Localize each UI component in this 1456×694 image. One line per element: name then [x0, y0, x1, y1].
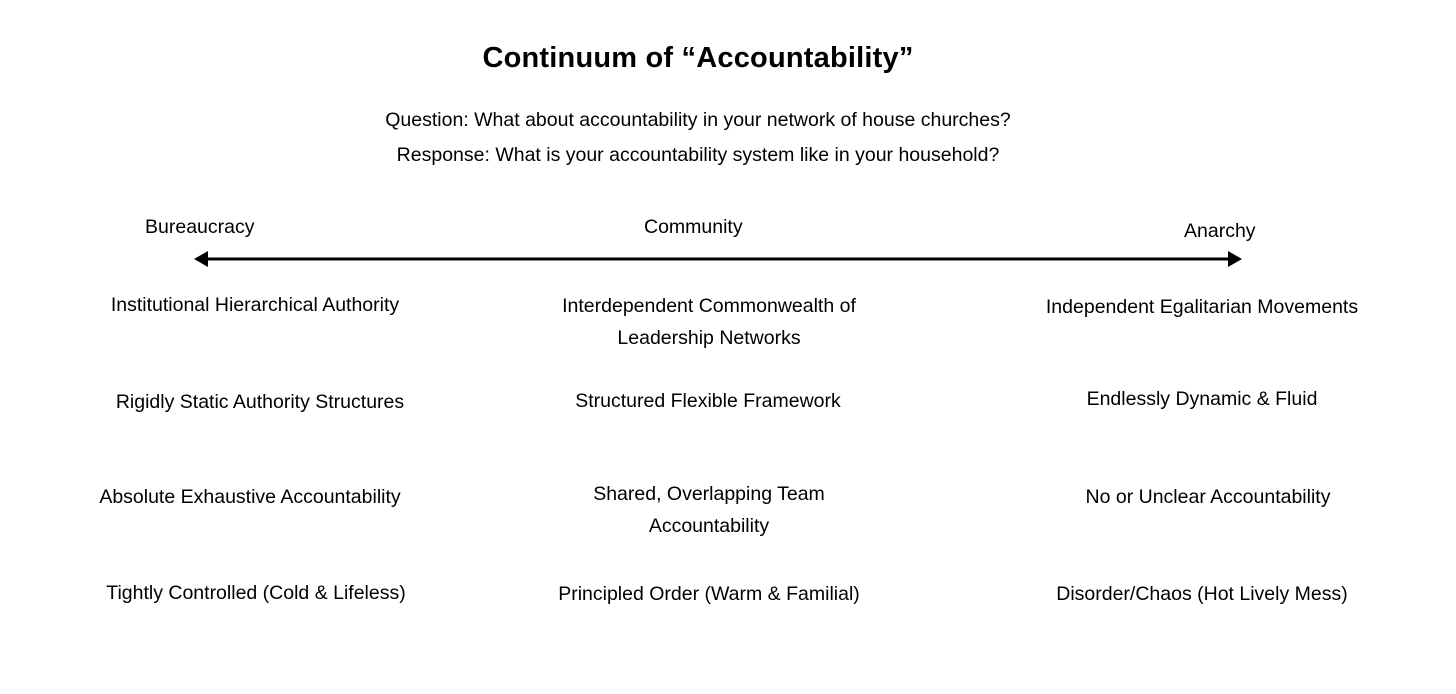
- arrowhead-left: [194, 251, 208, 267]
- row3-center-line1: Shared, Overlapping Team: [593, 483, 825, 505]
- row3-center: [499, 478, 919, 542]
- row3-right: No or Unclear Accountability: [1085, 486, 1331, 508]
- row2-center: Structured Flexible Framework: [575, 390, 841, 412]
- row1-right: Independent Egalitarian Movements: [1045, 296, 1359, 318]
- row1-center-line1: Interdependent Commonwealth of: [562, 295, 856, 317]
- row4-right: Disorder/Chaos (Hot Lively Mess): [1056, 583, 1348, 605]
- pole-label-anarchy: Anarchy: [1184, 220, 1256, 242]
- question-text: Question: What about accountability in your network of house churches?: [385, 109, 1011, 131]
- row3-left: Absolute Exhaustive Accountability: [99, 486, 401, 508]
- arrowhead-right: [1228, 251, 1242, 267]
- diagram-title: Continuum of “Accountability”: [482, 42, 914, 74]
- response-text: Response: What is your accountability system like in your household?: [396, 144, 1000, 166]
- row2-left: Rigidly Static Authority Structures: [115, 391, 405, 413]
- continuum-arrow: [194, 248, 1242, 270]
- row2-right: Endlessly Dynamic & Fluid: [1086, 388, 1318, 410]
- row1-center: [499, 290, 919, 354]
- row4-center: Principled Order (Warm & Familial): [558, 583, 860, 605]
- row4-left: Tightly Controlled (Cold & Lifeless): [106, 582, 406, 604]
- row1-left: Institutional Hierarchical Authority: [110, 294, 400, 316]
- row3-center-line2: Accountability: [648, 515, 770, 537]
- pole-label-community: Community: [644, 216, 743, 238]
- row1-center-line2: Leadership Networks: [617, 327, 801, 349]
- pole-label-bureaucracy: Bureaucracy: [145, 216, 255, 238]
